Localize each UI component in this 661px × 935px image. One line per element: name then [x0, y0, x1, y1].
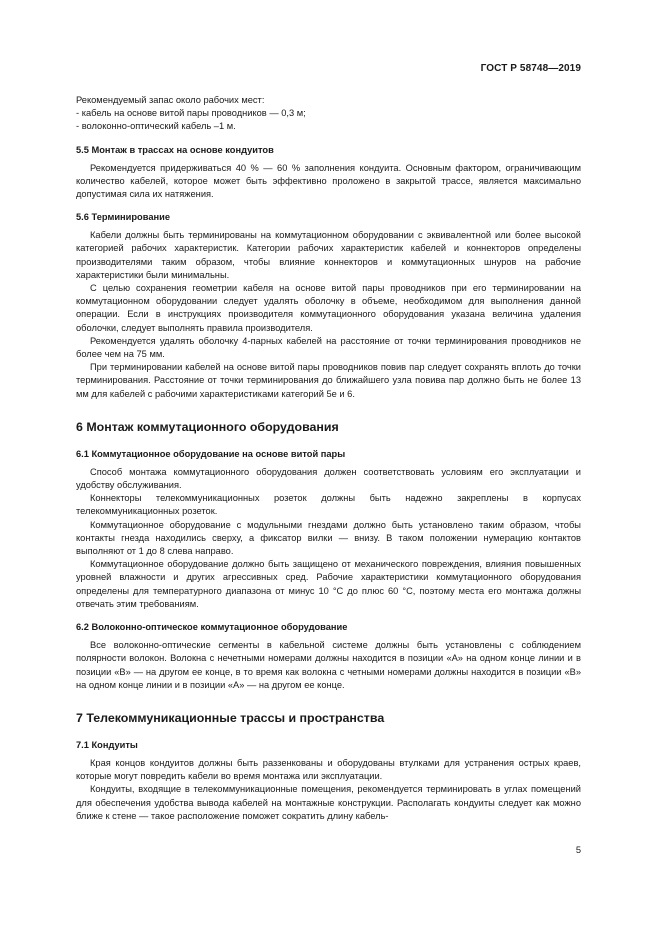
paragraph: Кабели должны быть терминированы на коммутационном оборудовании с эквивалентной или более высокой категорией рабочих характеристик. Категории рабочих характеристик кабелей и коннекторов определены производителями таким образом, чтобы влияние коннекторов и коммутационных шнуров на рабочие характеристики были минимальны.: [76, 230, 581, 280]
section-heading-5-6: 5.6 Терминирование: [76, 212, 170, 223]
chapter-heading-6: 6 Монтаж коммутационного оборудования: [76, 419, 339, 434]
paragraph: Коннекторы телекоммуникационных розеток должны быть надежно закреплены в корпусах телекоммуникационных розеток.: [76, 493, 581, 517]
paragraph: Способ монтажа коммутационного оборудования должен соответствовать условиям его эксплуатации и удобству обслуживания.: [76, 466, 581, 491]
paragraph: Рекомендуется придерживаться 40 % — 60 % заполнения кондуита. Основным фактором, ограничивающим количество кабелей, которое может быть эффективно проложено в закрытой трассе, является максимально допустимая сила их натяжения.: [76, 162, 581, 200]
page-number: 5: [575, 845, 581, 855]
section-heading-7-1: 7.1 Кондуиты: [76, 739, 138, 750]
paragraph: Кондуиты, входящие в телекоммуникационные помещения, рекомендуется терминировать в углах помещений для обеспечения удобства вывода кабелей на монтажные конструкции. Располагать кондуиты следует как можно ближе к стене — такое расположение поможет сократить длину кабель-: [76, 784, 581, 821]
chapter-heading-7: 7 Телекоммуникационные трассы и пространства: [76, 710, 385, 725]
document-code-header: ГОСТ Р 58748—2019: [480, 63, 581, 74]
intro-list-item: - волоконно-оптический кабель –1 м.: [76, 120, 581, 133]
section-heading-6-2: 6.2 Волоконно-оптическое коммутационное оборудование: [76, 622, 348, 633]
paragraph: С целью сохранения геометрии кабеля на основе витой пары проводников при его терминировании на коммутационном оборудовании следует удалять оболочку в объеме, необходимом для выполнения данной операции. Если в инструкциях производителя коммутационного оборудования указана величина удаления оболочки, следует выполнять правила производителя.: [76, 283, 581, 333]
intro-lead: Рекомендуемый запас около рабочих мест:: [76, 95, 265, 105]
paragraph: Рекомендуется удалять оболочку 4-парных кабелей на расстояние от точки терминирования проводников не более чем на 75 мм.: [76, 335, 581, 360]
paragraph: При терминировании кабелей на основе витой пары проводников повив пар следует сохранять вплоть до точки терминирования. Расстояние от точки терминирования до ближайшего узла повива пар должно быть не более 13 мм для кабелей с рабочими характеристиками категорий 5е и 6.: [76, 362, 581, 399]
paragraph: Коммутационное оборудование с модульными гнездами должно быть установлено таким образом, чтобы контакты гнезда находились сверху, а фиксатор вилки — внизу. В таком положении нумерацию контактов выполняют от 1 до 8 слева направо.: [76, 519, 581, 557]
section-heading-5-5: 5.5 Монтаж в трассах на основе кондуитов: [76, 144, 274, 155]
intro-list: [76, 107, 581, 133]
page-content: [76, 94, 581, 823]
paragraph: Коммутационное оборудование должно быть защищено от механического повреждения, влияния повышенных уровней влажности и других агрессивных сред. Рабочие характеристики коммутационного оборудования определены для температурного диапазона от минус 10 °С до плюс 60 °С, поэтому места его монтажа должны отвечать этим требованиям.: [76, 559, 581, 609]
paragraph: Все волоконно-оптические сегменты в кабельной системе должны быть установлены с соблюдением полярности волокон. Волокна с нечетными номерами должны находится в позиции «А» на одном конце линии и в позиции «В» — на другом ее конце, в то время как волокна с четными номерами должны находится в позиции «В» на одном конце линии и в позиции «А» — на другом ее конце.: [76, 640, 581, 690]
intro-list-item: - кабель на основе витой пары проводников — 0,3 м;: [76, 107, 581, 120]
paragraph: Края концов кондуитов должны быть раззенкованы и оборудованы втулками для устранения острых краев, которые могут повредить кабели во время монтажа или эксплуатации.: [76, 757, 581, 782]
section-heading-6-1: 6.1 Коммутационное оборудование на основе витой пары: [76, 448, 346, 459]
